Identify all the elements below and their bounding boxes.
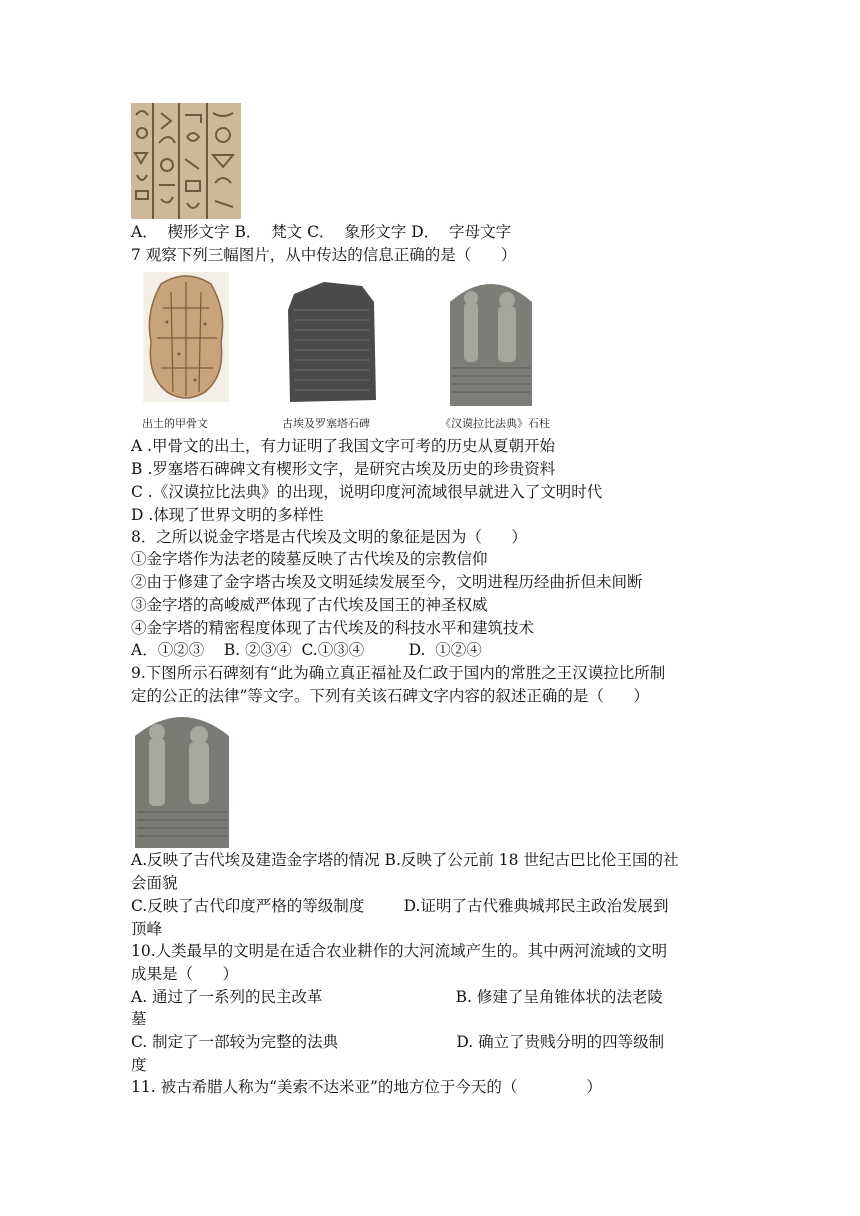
q7-option-c: C .《汉谟拉比法典》的出现，说明印度河流域很早就进入了文明时代 — [131, 483, 603, 501]
q10-option-line-4: 度 — [131, 1056, 147, 1074]
rosetta-stone-caption: 古埃及罗塞塔石碑 — [282, 417, 370, 430]
hammurabi-stele-image-2 — [131, 706, 233, 848]
q8-item-4: ④金字塔的精密程度体现了古代埃及的科技水平和建筑技术 — [131, 619, 535, 637]
q10-option-line-2: 墓 — [131, 1010, 147, 1028]
q8-item-1: ①金字塔作为法老的陵墓反映了古代埃及的宗教信仰 — [131, 550, 488, 568]
q7-stem: 7 观察下列三幅图片，从中传达的信息正确的是（ ） — [131, 246, 517, 264]
q10-option-line-3: C. 制定了一部较为完整的法典 D. 确立了贵贱分明的四等级制 — [131, 1033, 665, 1051]
hammurabi-stele-caption: 《汉谟拉比法典》石柱 — [440, 417, 550, 430]
q10-stem-line-1: 10.人类最早的文明是在适合农业耕作的大河流域产生的。其中两河流域的文明 — [131, 942, 668, 960]
q8-item-2: ②由于修建了金字塔古埃及文明延续发展至今，文明进程历经曲折但未间断 — [131, 573, 643, 591]
q7-option-a: A .甲骨文的出土，有力证明了我国文字可考的历史从夏朝开始 — [131, 437, 556, 455]
q9-stem-line-2: 定的公正的法律”等文字。下列有关该石碑文字内容的叙述正确的是（ ） — [131, 687, 649, 705]
q10-option-line-1: A. 通过了一系列的民主改革 B. 修建了呈角锥体状的法老陵 — [131, 988, 663, 1006]
q6-options: A． 楔形文字 B． 梵文 C． 象形文字 D． 字母文字 — [131, 223, 512, 241]
q8-stem: 8．之所以说金字塔是古代埃及文明的象征是因为（ ） — [131, 528, 527, 546]
q9-option-line-1: A.反映了古代埃及建造金字塔的情况 B.反映了公元前 18 世纪古巴比伦王国的社 — [131, 851, 679, 869]
q9-option-line-3: C.反映了古代印度严格的等级制度 D.证明了古代雅典城邦民主政治发展到 — [131, 897, 669, 915]
q7-option-d: D .体现了世界文明的多样性 — [131, 506, 324, 524]
q9-option-line-4: 顶峰 — [131, 920, 163, 938]
q9-stem-line-1: 9.下图所示石碑刻有“此为确立真正福祉及仁政于国内的常胜之王汉谟拉比所制 — [131, 664, 666, 682]
rosetta-stone-image — [284, 280, 380, 404]
oracle-bone-caption: 出土的甲骨文 — [142, 417, 208, 430]
q7-option-b: B .罗塞塔石碑碑文有楔形文字，是研究古埃及历史的珍贵资料 — [131, 460, 556, 478]
q10-stem-line-2: 成果是（ ） — [131, 965, 239, 983]
oracle-bone-image — [143, 272, 229, 402]
q8-options: A．①②③ B. ②③④ C.①③④ D. ①②④ — [131, 641, 482, 659]
hammurabi-stele-image-1 — [444, 272, 538, 406]
q9-option-line-2: 会面貌 — [131, 874, 178, 892]
q11-stem: 11. 被古希腊人称为“美索不达米亚”的地方位于今天的（ ） — [131, 1078, 602, 1096]
hieroglyph-image — [131, 103, 241, 219]
q8-item-3: ③金字塔的高峻威严体现了古代埃及国王的神圣权威 — [131, 596, 488, 614]
